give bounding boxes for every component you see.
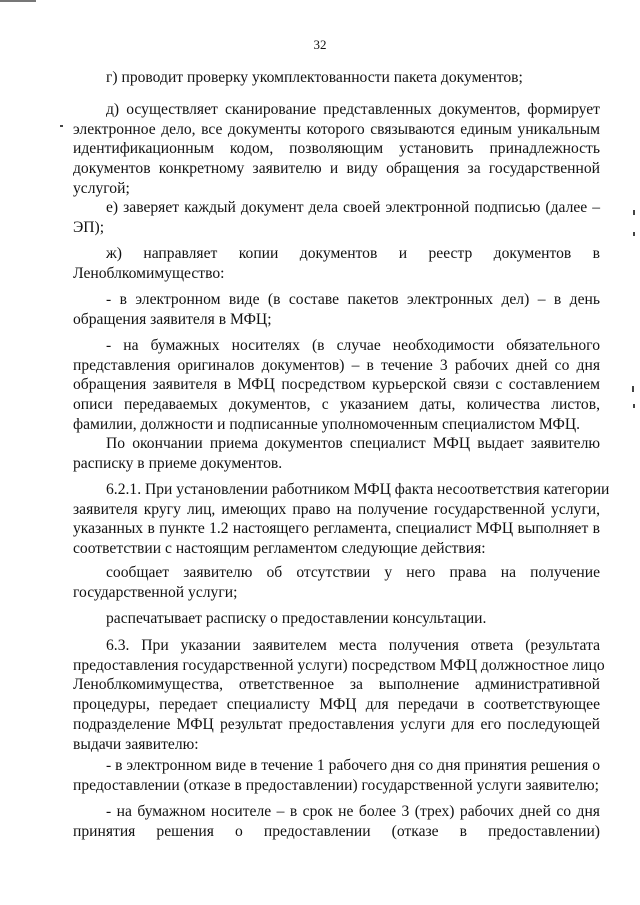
paragraph-prints: [73, 609, 600, 629]
text-line: идентификационным кодом, позволяющим установить принадлежность: [73, 140, 600, 158]
text-line: распечатывает расписку о предоставлении консультации.: [106, 610, 487, 627]
text-line: ж) направляет копии документов и реестр документов в: [106, 245, 600, 262]
paragraph-end-receipt: [73, 434, 600, 473]
paragraph-zh: [73, 244, 600, 283]
text-line: - в электронном виде в течение 1 рабочего дня со дня принятия решения о: [106, 757, 600, 774]
text-line: указанных в пункте 1.2 настоящего регламента, специалист МФЦ выполняет в: [73, 520, 600, 538]
paragraph-electronic-1day: [73, 756, 600, 795]
text-line: - на бумажном носителе – в срок не более 3 (трех) рабочих дней со дня: [106, 803, 600, 820]
text-line: соответствии с настоящим регламентом следующие действия:: [73, 540, 486, 558]
paragraph-informs: [73, 563, 600, 602]
text-line: процедуры, передает специалисту МФЦ для передачи в соответствующее: [73, 696, 600, 714]
page-number: 32: [313, 37, 327, 52]
text-line: фамилии, должности и подписанные уполномоченным специалистом МФЦ.: [73, 415, 580, 433]
text-line: - в электронном виде (в составе пакетов электронных дел) – в день: [106, 291, 600, 308]
paragraph-6-3: [73, 636, 605, 754]
paragraph-g: [73, 68, 600, 88]
text-line: принятия решения о предоставлении (отказе в предоставлении): [73, 822, 600, 840]
text-line: д) осуществляет сканирование представленных документов, формирует: [106, 101, 600, 118]
text-line: По окончании приема документов специалист МФЦ выдает заявителю: [106, 435, 600, 452]
text-line: обращения заявителя в МФЦ;: [73, 310, 272, 328]
text-line: предоставлении (отказе в предоставлении) государственной услуги заявителю;: [73, 776, 599, 794]
text-line: расписку в приеме документов.: [73, 454, 283, 472]
text-line: описи передаваемых документов, с указанием даты, количества листов,: [73, 396, 600, 414]
text-line: предоставления государственной услуги) посредством МФЦ должностное лицо: [73, 656, 605, 674]
paragraph-6-2-1: [73, 480, 610, 559]
text-line: представления оригиналов документов) – в течение 3 рабочих дней со дня: [73, 356, 600, 374]
text-line: Леноблкомимущество:: [73, 264, 225, 282]
text-line: г) проводит проверку укомплектованности пакета документов;: [106, 69, 523, 86]
paragraph-paper-3days: [73, 802, 600, 841]
text-line: электронное дело, все документы которого связываются единым уникальным: [73, 120, 600, 138]
text-line: государственной услуги;: [73, 583, 238, 601]
text-line: сообщает заявителю об отсутствии у него права на получение: [106, 564, 600, 581]
text-line: - на бумажных носителях (в случае необходимости обязательного: [106, 337, 600, 354]
text-line: 6.2.1. При установлении работником МФЦ факта несоответствия категории: [106, 481, 610, 498]
scan-speck: [633, 232, 635, 236]
scan-speck: [633, 404, 635, 408]
text-line: 6.3. При указании заявителем места получения ответа (результата: [106, 637, 600, 654]
text-line: ЭП);: [73, 218, 105, 236]
text-line: обращения заявителя в МФЦ посредством курьерской связи с составлением: [73, 376, 600, 394]
paragraph-electronic: [73, 290, 600, 329]
scan-speck: [633, 210, 635, 215]
text-line: заявителя кругу лиц, имеющих право на получение государственной услуги,: [73, 500, 600, 518]
text-line: подразделение МФЦ результат предоставления услуги для его последующей: [73, 715, 600, 733]
text-line: документов конкретному заявителю и виду обращения за государственной: [73, 160, 600, 178]
text-line: Леноблкомимущества, ответственное за выполнение административной: [73, 676, 600, 694]
text-line: услугой;: [73, 179, 130, 197]
paragraph-d: [73, 100, 600, 199]
text-line: е) заверяет каждый документ дела своей электронной подписью (далее –: [106, 199, 600, 216]
scan-speck: [632, 386, 634, 392]
paragraph-paper: [73, 336, 600, 435]
scan-edge-mark: [0, 0, 36, 2]
scan-speck: [60, 125, 63, 127]
paragraph-e: [73, 198, 600, 237]
text-line: выдачи заявителю:: [73, 735, 199, 753]
